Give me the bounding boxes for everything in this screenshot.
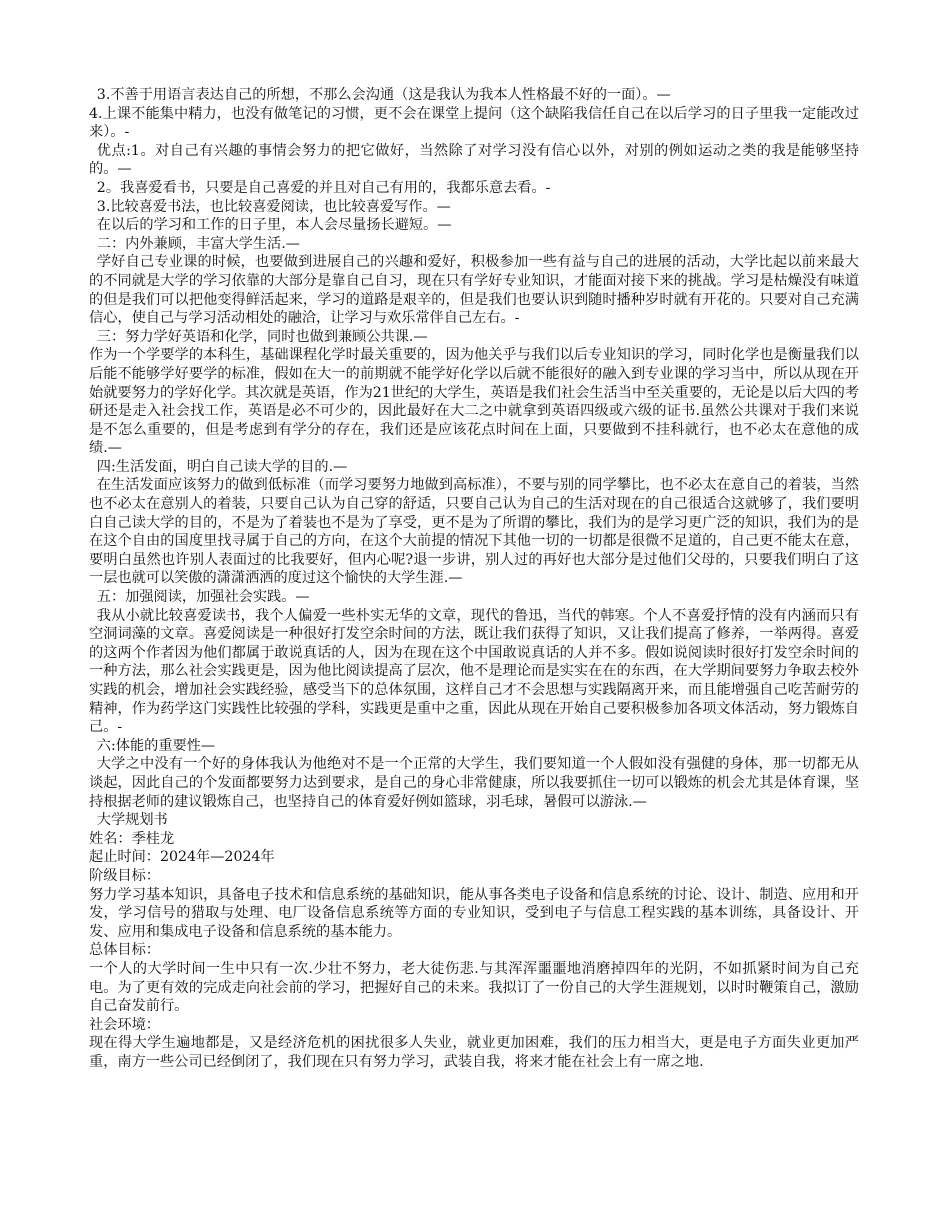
paragraph: 在生活发面应该努力的做到低标准（而学习要努力地做到高标准），不要与别的同学攀比，也不必太在意自己的着装，当然也不必太在意别人的着装，只要自己认为自己穿的舒适，只要自己认为自己的生活对现在的自己很适合这就够了，我们要明白自己读大学的目的，不是为了着装也不是为了享受，更不是为了所谓的攀比，我们为的是学习更广泛的知识，我们为的是在这个自由的国度里找寻属于自己的方向，在这个大前提的情况下其他一切的一切都是很微不足道的，自己更不能太在意，要明白虽然也许别人表面过的比我要好，但内心呢?退一步讲，别人过的再好也大部分是过他们父母的，只要我们明白了这一层也就可以笑傲的潇潇洒洒的度过这个愉快的大学生涯.— — [89, 477, 859, 587]
paragraph: 4.上课不能集中精力，也没有做笔记的习惯，更不会在课堂上提问（这个缺陷我信任自己在以后学习的日子里我一定能改过来）。- — [89, 105, 859, 141]
paragraph: 现在得大学生遍地都是，又是经济危机的困扰很多人失业，就业更加困难，我们的压力相当大，更是电子方面失业更加严重，南方一些公司已经倒闭了，我们现在只有努力学习，武装自我，将来才能在社会上有一席之地. — [89, 1035, 859, 1070]
paragraph: 大学规划书 — [96, 812, 168, 829]
paragraph: 一个人的大学时间一生中只有一次.少壮不努力，老大徒伤悲.与其浑浑噩噩地消磨掉四年的光阴，不如抓紧时间为自己充电。为了更有效的完成走向社会前的学习，把握好自己的未来。我拟订了一份自己的大学生涯规划，以时时鞭策自己，激励自己奋发前行。 — [89, 960, 859, 1015]
paragraph: 起止时间：2024年—2024年 — [89, 849, 275, 866]
paragraph: 五：加强阅读，加强社会实践。— — [96, 589, 310, 606]
paragraph: 2。我喜爱看书，只要是自己喜爱的并且对自己有用的，我都乐意去看。- — [96, 179, 551, 196]
paragraph: 3.不善于用语言表达自己的所想，不那么会沟通（这是我认为我本人性格最不好的一面）。— — [96, 87, 671, 103]
paragraph: 3.比较喜爱书法，也比较喜爱阅读，也比较喜爱写作。— — [96, 198, 451, 215]
paragraph: 总体目标： — [89, 942, 160, 959]
paragraph: 四:生活发面，明白自己读大学的目的.— — [96, 458, 348, 475]
paragraph: 优点:1。对自己有兴趣的事情会努力的把它做好，当然除了对学习没有信心以外，对别的例如运动之类的我是能够坚持的。— — [89, 142, 859, 178]
paragraph: 我从小就比较喜爱读书，我个人偏爱一些朴实无华的文章，现代的鲁迅，当代的韩寒。个人不喜爱抒情的没有内涵而只有空洞词藻的文章。喜爱阅读是一种很好打发空余时间的方法，既让我们获得了知识，又让我们提高了修养，一举两得。喜爱的这两个作者因为他们都属于敢说真话的人，因为在现在这个中国敢说真话的人并不多。假如说阅读时很好打发空余时间的一种方法，那么社会实践更是，因为他比阅读提高了层次，他不是理论而是实实在在的东西，在大学期间要努力争取去校外实践的机会，增加社会实践经验，感受当下的总体氛围，这样自己才不会思想与实践隔离开来，而且能增强自己吃苦耐劳的精神，作为药学这门实践性比较强的学科，实践更是重中之重，因此从现在开始自己要积极参加各项文体活动，努力锻炼自己。- — [89, 607, 859, 736]
paragraph: 阶级目标： — [89, 867, 160, 884]
paragraph: 二：内外兼顾，丰富大学生活.— — [96, 235, 300, 252]
paragraph: 三：努力学好英语和化学，同时也做到兼顾公共课.— — [96, 328, 428, 345]
paragraph: 努力学习基本知识，具备电子技术和信息系统的基础知识，能从事各类电子设备和信息系统的讨论、设计、制造、应用和开发，学习信号的猎取与处理、电厂设备信息系统等方面的专业知识，受到电子与信息工程实践的基本训练，具备设计、开发、应用和集成电子设备和信息系统的基本能力。 — [89, 886, 859, 940]
paragraph: 社会环境： — [89, 1016, 160, 1033]
paragraph: 六:体能的重要性— — [96, 737, 216, 754]
paragraph: 姓名：季桂龙 — [89, 830, 175, 847]
paragraph: 作为一个学要学的本科生，基础课程化学时最关重要的，因为他关乎与我们以后专业知识的学习，同时化学也是衡量我们以后能不能够学好要学的标准，假如在大一的前期就不能学好化学以后就不能很好的融入到专业课的学习当中，所以从现在开始就要努力的学好化学。其次就是英语，作为21世纪的大学生，英语是我们社会生活当中至关重要的，无论是以后大四的考研还是走入社会找工作，英语是必不可少的，因此最好在大二之中就拿到英语四级或六级的证书.虽然公共课对于我们来说是不怎么重要的，但是考虑到有学分的存在，我们还是应该花点时间在上面，只要做到不挂科就行，也不必太在意他的成绩.— — [89, 347, 859, 457]
paragraph: 学好自己专业课的时候，也要做到进展自己的兴趣和爱好，积极参加一些有益与自己的进展的活动，大学比起以前来最大的不同就是大学的学习依靠的大部分是靠自己自习，现在只有学好专业知识，才能面对接下来的挑战。学习是枯燥没有味道的但是我们可以把他变得鲜活起来，学习的道路是艰辛的，但是我们也要认识到随时播种岁时就有开花的。只要对自己充满信心，使自己与学习活动相处的融洽，让学习与欢乐常伴自己左右。- — [89, 254, 859, 327]
paragraph: 在以后的学习和工作的日子里，本人会尽量扬长避短。— — [96, 217, 452, 234]
paragraph: 大学之中没有一个好的身体我认为他绝对不是一个正常的大学生，我们要知道一个人假如没有强健的身体，那一切都无从谈起，因此自己的个发面都要努力达到要求，是自己的身心非常健康，所以我要抓住一切可以锻炼的机会尤其是体育课，坚持根据老师的建议锻炼自己，也坚持自己的体育爱好例如篮球，羽毛球，暑假可以游泳.— — [89, 756, 859, 810]
document-body — [89, 86, 859, 1071]
